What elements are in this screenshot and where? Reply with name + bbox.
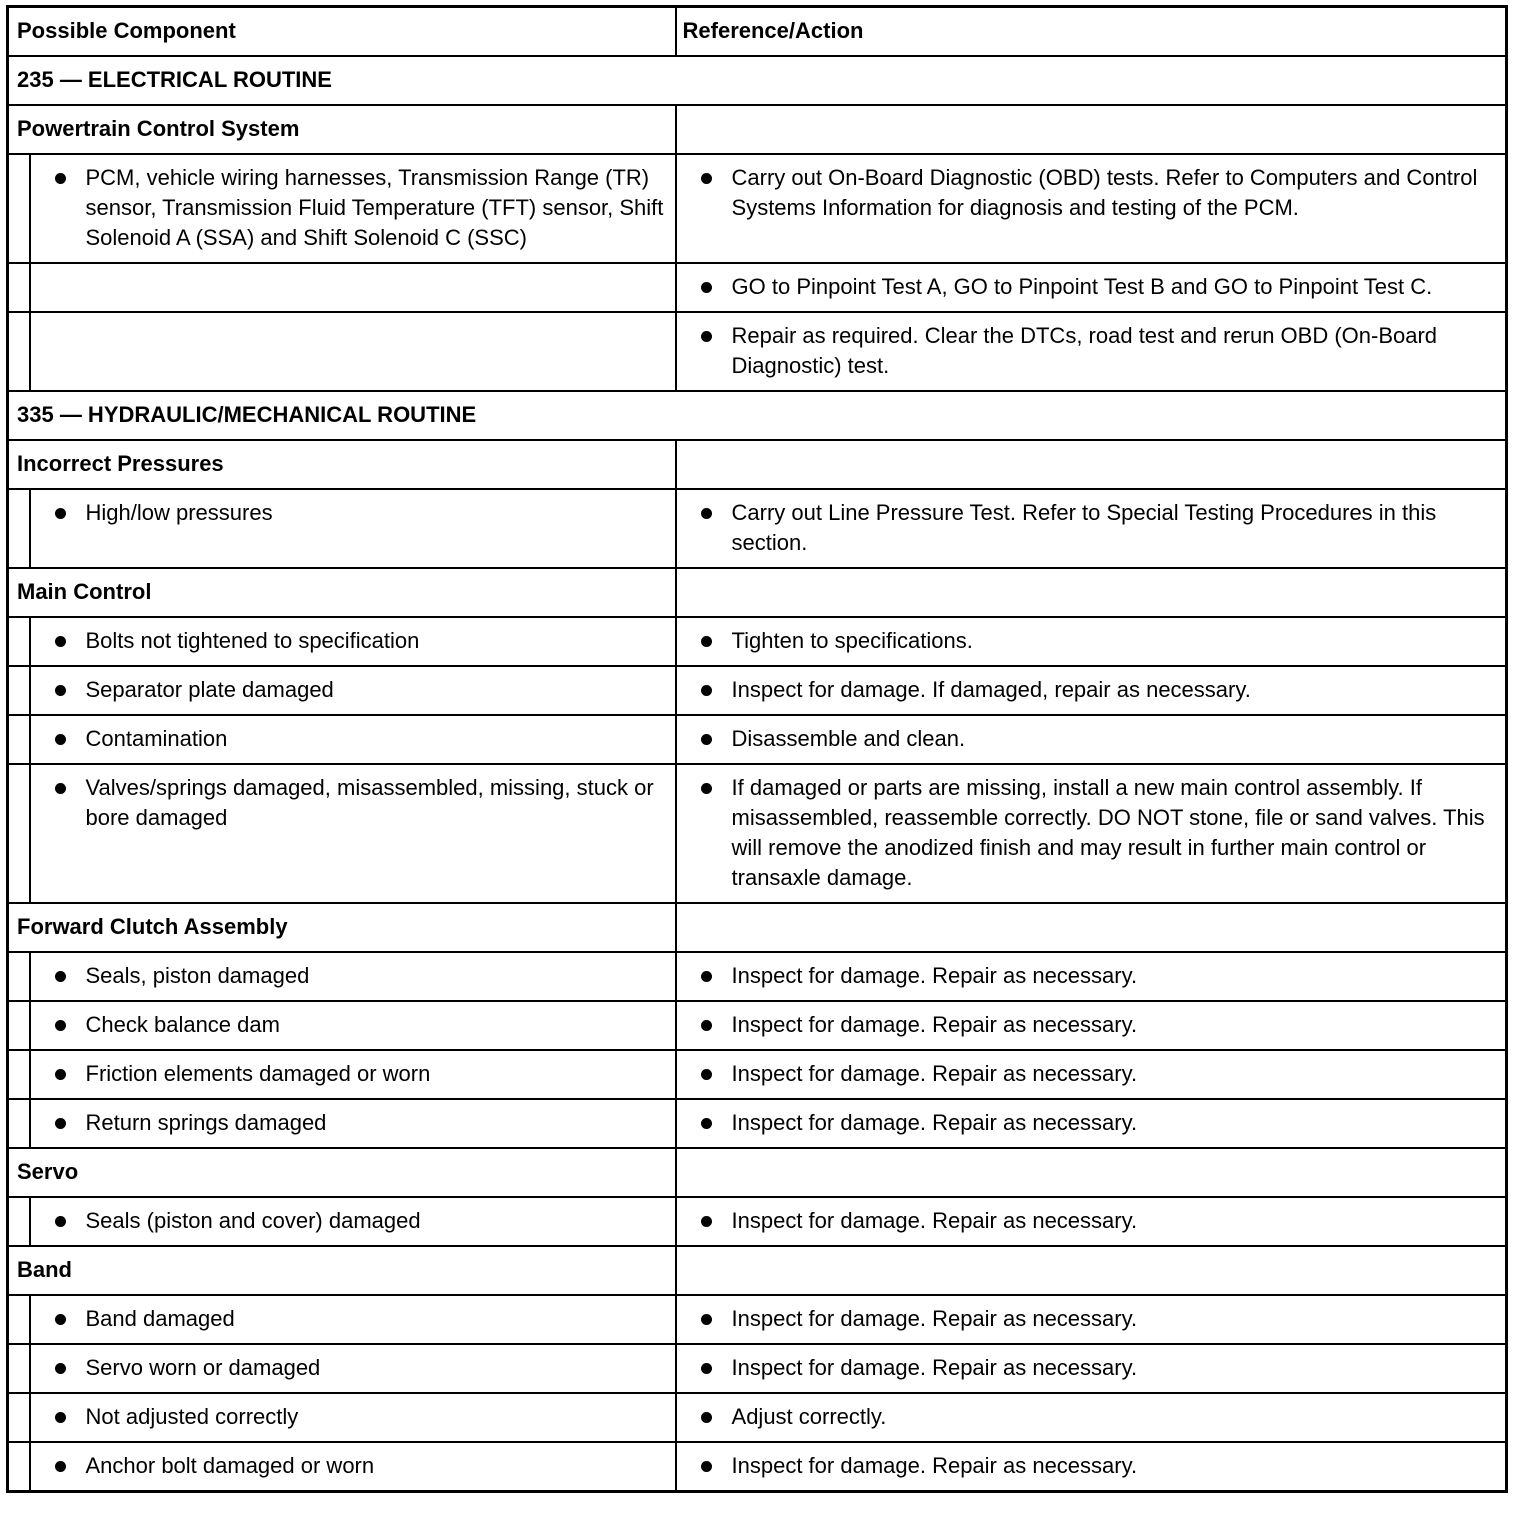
group-title: Forward Clutch Assembly bbox=[8, 903, 676, 952]
bullet-icon bbox=[55, 636, 66, 647]
bullet-icon bbox=[55, 1314, 66, 1325]
table-row bbox=[8, 263, 1507, 312]
component-cell bbox=[30, 764, 676, 903]
empty-cell bbox=[676, 903, 1507, 952]
component-text: High/low pressures bbox=[85, 500, 273, 525]
empty-cell bbox=[676, 568, 1507, 617]
bullet-icon bbox=[55, 1118, 66, 1129]
component-cell bbox=[30, 715, 676, 764]
bullet-icon bbox=[701, 508, 712, 519]
table-row bbox=[8, 312, 1507, 391]
bullet-icon bbox=[701, 1069, 712, 1080]
component-cell bbox=[30, 1344, 676, 1393]
bullet-icon bbox=[701, 173, 712, 184]
component-cell bbox=[30, 1393, 676, 1442]
bullet-icon bbox=[701, 282, 712, 293]
action-text: Inspect for damage. Repair as necessary. bbox=[731, 1208, 1138, 1233]
indent-cell bbox=[8, 715, 30, 764]
section-title: 235 — ELECTRICAL ROUTINE bbox=[8, 56, 1507, 105]
bullet-icon bbox=[701, 1216, 712, 1227]
empty-cell bbox=[676, 105, 1507, 154]
bullet-icon bbox=[55, 173, 66, 184]
component-cell bbox=[30, 1442, 676, 1492]
group-title: Incorrect Pressures bbox=[8, 440, 676, 489]
bullet-icon bbox=[701, 636, 712, 647]
bullet-icon bbox=[701, 1020, 712, 1031]
action-text: Inspect for damage. Repair as necessary. bbox=[731, 1061, 1138, 1086]
bullet-icon bbox=[701, 331, 712, 342]
table-row bbox=[8, 1344, 1507, 1393]
component-cell bbox=[30, 312, 676, 391]
section-row bbox=[8, 391, 1507, 440]
action-cell bbox=[676, 952, 1507, 1001]
component-cell bbox=[30, 666, 676, 715]
component-text: Return springs damaged bbox=[85, 1110, 327, 1135]
component-cell bbox=[30, 154, 676, 263]
action-text: Tighten to specifications. bbox=[731, 628, 973, 653]
table-row bbox=[8, 764, 1507, 903]
indent-cell bbox=[8, 263, 30, 312]
component-text: Separator plate damaged bbox=[85, 677, 334, 702]
table-row bbox=[8, 1393, 1507, 1442]
group-row bbox=[8, 1148, 1507, 1197]
component-text: Check balance dam bbox=[85, 1012, 280, 1037]
component-text: Anchor bolt damaged or worn bbox=[85, 1453, 375, 1478]
group-row bbox=[8, 440, 1507, 489]
bullet-icon bbox=[55, 508, 66, 519]
component-text: Seals (piston and cover) damaged bbox=[85, 1208, 421, 1233]
indent-cell bbox=[8, 1344, 30, 1393]
bullet-icon bbox=[701, 1118, 712, 1129]
table-row bbox=[8, 1001, 1507, 1050]
group-title: Main Control bbox=[8, 568, 676, 617]
table-row bbox=[8, 154, 1507, 263]
action-text: If damaged or parts are missing, install a new main control assembly. If misassembled, reassemble correctly. DO NOT stone, file or sand valves. This will remove the anodized finish and may result in further main control or transaxle damage. bbox=[731, 775, 1485, 890]
action-text: GO to Pinpoint Test A, GO to Pinpoint Test B and GO to Pinpoint Test C. bbox=[731, 274, 1433, 299]
action-text: Inspect for damage. Repair as necessary. bbox=[731, 963, 1138, 988]
component-text: Valves/springs damaged, misassembled, missing, stuck or bore damaged bbox=[85, 775, 654, 830]
empty-cell bbox=[676, 1246, 1507, 1295]
action-text: Inspect for damage. Repair as necessary. bbox=[731, 1012, 1138, 1037]
action-cell bbox=[676, 1344, 1507, 1393]
bullet-icon bbox=[55, 1412, 66, 1423]
table-row bbox=[8, 715, 1507, 764]
action-cell bbox=[676, 1442, 1507, 1492]
group-title: Band bbox=[8, 1246, 676, 1295]
action-text: Inspect for damage. If damaged, repair as necessary. bbox=[731, 677, 1251, 702]
component-text: Servo worn or damaged bbox=[85, 1355, 321, 1380]
component-text: Seals, piston damaged bbox=[85, 963, 310, 988]
table-row bbox=[8, 489, 1507, 568]
component-text: Bolts not tightened to specification bbox=[85, 628, 420, 653]
action-cell bbox=[676, 715, 1507, 764]
bullet-icon bbox=[55, 734, 66, 745]
table-header-row bbox=[8, 7, 1507, 57]
action-text: Adjust correctly. bbox=[731, 1404, 887, 1429]
action-text: Disassemble and clean. bbox=[731, 726, 966, 751]
bullet-icon bbox=[55, 1461, 66, 1472]
bullet-icon bbox=[55, 1020, 66, 1031]
table-row bbox=[8, 1197, 1507, 1246]
action-text: Repair as required. Clear the DTCs, road test and rerun OBD (On-Board Diagnostic) test. bbox=[731, 323, 1438, 378]
bullet-icon bbox=[701, 1412, 712, 1423]
indent-cell bbox=[8, 666, 30, 715]
component-cell bbox=[30, 489, 676, 568]
indent-cell bbox=[8, 1442, 30, 1492]
action-cell bbox=[676, 489, 1507, 568]
component-cell bbox=[30, 1197, 676, 1246]
empty-cell bbox=[676, 440, 1507, 489]
action-text: Inspect for damage. Repair as necessary. bbox=[731, 1355, 1138, 1380]
indent-cell bbox=[8, 1197, 30, 1246]
action-cell bbox=[676, 1393, 1507, 1442]
action-cell bbox=[676, 764, 1507, 903]
action-cell bbox=[676, 617, 1507, 666]
action-text: Carry out Line Pressure Test. Refer to Special Testing Procedures in this section. bbox=[731, 500, 1437, 555]
bullet-icon bbox=[701, 1363, 712, 1374]
group-title: Servo bbox=[8, 1148, 676, 1197]
action-text: Carry out On-Board Diagnostic (OBD) tests. Refer to Computers and Control Systems Information for diagnosis and testing of the PCM. bbox=[731, 165, 1478, 220]
table-row bbox=[8, 1050, 1507, 1099]
indent-cell bbox=[8, 952, 30, 1001]
bullet-icon bbox=[701, 734, 712, 745]
indent-cell bbox=[8, 1393, 30, 1442]
action-cell bbox=[676, 263, 1507, 312]
action-cell bbox=[676, 154, 1507, 263]
action-cell bbox=[676, 1295, 1507, 1344]
component-cell bbox=[30, 1295, 676, 1344]
header-possible-component: Possible Component bbox=[8, 7, 676, 57]
table-row bbox=[8, 1442, 1507, 1492]
indent-cell bbox=[8, 617, 30, 666]
action-text: Inspect for damage. Repair as necessary. bbox=[731, 1453, 1138, 1478]
table-row bbox=[8, 1099, 1507, 1148]
table-row bbox=[8, 666, 1507, 715]
table-body bbox=[8, 56, 1507, 1492]
component-text: PCM, vehicle wiring harnesses, Transmission Range (TR) sensor, Transmission Fluid Temperature (TFT) sensor, Shift Solenoid A (SSA) and Shift Solenoid C (SSC) bbox=[85, 165, 664, 250]
bullet-icon bbox=[701, 685, 712, 696]
component-text: Friction elements damaged or worn bbox=[85, 1061, 431, 1086]
indent-cell bbox=[8, 1099, 30, 1148]
indent-cell bbox=[8, 1050, 30, 1099]
indent-cell bbox=[8, 1295, 30, 1344]
bullet-icon bbox=[55, 1069, 66, 1080]
indent-cell bbox=[8, 764, 30, 903]
action-text: Inspect for damage. Repair as necessary. bbox=[731, 1110, 1138, 1135]
component-text: Contamination bbox=[85, 726, 228, 751]
bullet-icon bbox=[55, 1216, 66, 1227]
action-cell bbox=[676, 1197, 1507, 1246]
component-cell bbox=[30, 617, 676, 666]
action-cell bbox=[676, 1099, 1507, 1148]
indent-cell bbox=[8, 489, 30, 568]
bullet-icon bbox=[701, 783, 712, 794]
header-reference-action: Reference/Action bbox=[676, 7, 1507, 57]
component-cell bbox=[30, 1001, 676, 1050]
component-cell bbox=[30, 1050, 676, 1099]
bullet-icon bbox=[701, 971, 712, 982]
bullet-icon bbox=[55, 971, 66, 982]
component-cell bbox=[30, 1099, 676, 1148]
component-cell bbox=[30, 952, 676, 1001]
group-row bbox=[8, 568, 1507, 617]
bullet-icon bbox=[55, 1363, 66, 1374]
action-cell bbox=[676, 1001, 1507, 1050]
group-title: Powertrain Control System bbox=[8, 105, 676, 154]
action-text: Inspect for damage. Repair as necessary. bbox=[731, 1306, 1138, 1331]
table-row bbox=[8, 1295, 1507, 1344]
component-text: Not adjusted correctly bbox=[85, 1404, 299, 1429]
diagnosis-table bbox=[6, 5, 1508, 1493]
bullet-icon bbox=[701, 1461, 712, 1472]
empty-cell bbox=[676, 1148, 1507, 1197]
group-row bbox=[8, 105, 1507, 154]
action-cell bbox=[676, 1050, 1507, 1099]
component-cell bbox=[30, 263, 676, 312]
section-row bbox=[8, 56, 1507, 105]
indent-cell bbox=[8, 154, 30, 263]
bullet-icon bbox=[701, 1314, 712, 1325]
indent-cell bbox=[8, 1001, 30, 1050]
action-cell bbox=[676, 666, 1507, 715]
bullet-icon bbox=[55, 783, 66, 794]
action-cell bbox=[676, 312, 1507, 391]
bullet-icon bbox=[55, 685, 66, 696]
component-text: Band damaged bbox=[85, 1306, 235, 1331]
table-row bbox=[8, 952, 1507, 1001]
table-row bbox=[8, 617, 1507, 666]
group-row bbox=[8, 903, 1507, 952]
group-row bbox=[8, 1246, 1507, 1295]
section-title: 335 — HYDRAULIC/MECHANICAL ROUTINE bbox=[8, 391, 1507, 440]
indent-cell bbox=[8, 312, 30, 391]
